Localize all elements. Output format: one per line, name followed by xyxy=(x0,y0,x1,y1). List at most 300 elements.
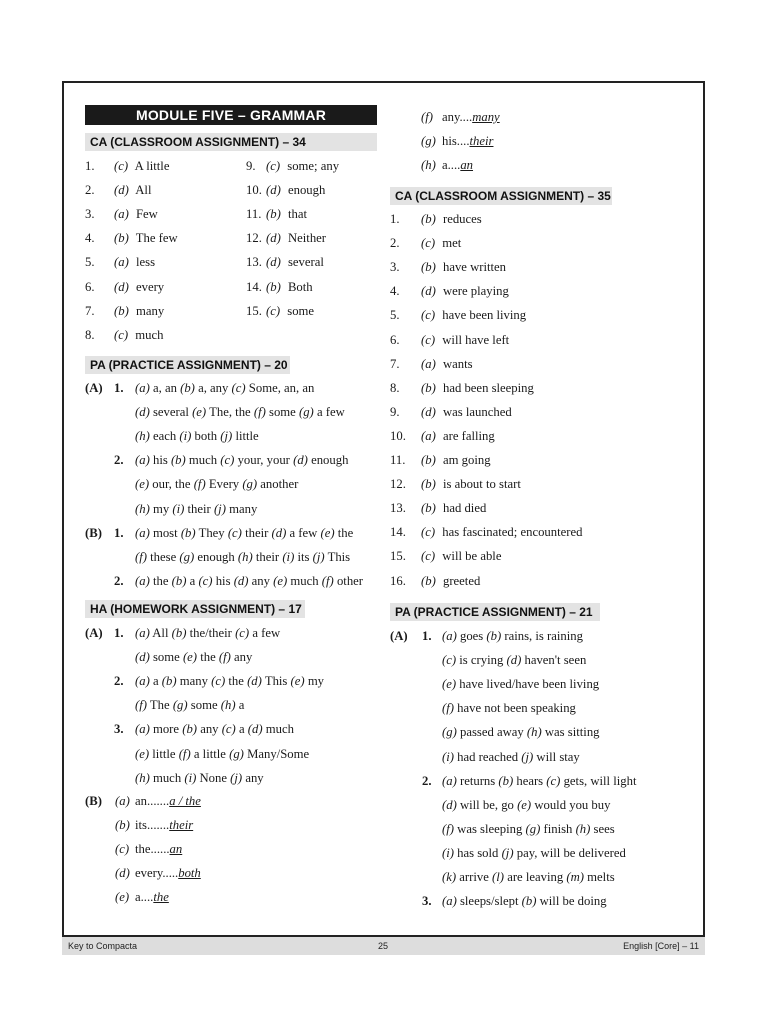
answer-line: (f) was sleeping (g) finish (h) sees xyxy=(442,821,615,836)
blank-answer xyxy=(135,841,182,857)
option-letter: (f) xyxy=(193,477,206,492)
option-letter: (d) xyxy=(293,453,308,468)
option-letter: (e) xyxy=(290,674,305,689)
section-label: (B) xyxy=(85,525,102,540)
option-letter: (e) xyxy=(442,677,457,692)
option-letter: (d) xyxy=(442,797,457,812)
item-number: 16. xyxy=(390,573,406,588)
answer-text: many xyxy=(132,303,165,318)
answer-line: (h) each (i) both (j) little xyxy=(135,429,259,444)
page-footer xyxy=(62,937,705,955)
option-letter-text: (g) xyxy=(421,134,436,149)
option-letter: (b) xyxy=(486,629,502,643)
answer-line: (d) several (e) The, the (f) some (g) a few xyxy=(135,405,345,420)
option-letter: (d) xyxy=(114,183,129,198)
option-letter: (b) xyxy=(421,453,436,467)
option-letter: (b) xyxy=(266,207,281,222)
blank-prefix: his.... xyxy=(442,134,470,149)
option-letter: (e) xyxy=(192,405,207,420)
blank-prefix: a.... xyxy=(442,158,461,173)
answer-item xyxy=(85,254,155,270)
pa21-heading: PA (PRACTICE ASSIGNMENT) – 21 xyxy=(390,603,600,621)
answer-item xyxy=(390,548,501,564)
item-number: 6. xyxy=(85,279,95,294)
item-number: 11. xyxy=(246,207,262,222)
answer-text: are falling xyxy=(439,428,495,443)
answer-text: All xyxy=(132,183,152,198)
answer-item xyxy=(246,158,339,174)
option-letter: (h) xyxy=(135,429,150,444)
blank-prefix: every..... xyxy=(135,866,179,881)
option-letter: (f) xyxy=(178,746,191,761)
option-letter: (g) xyxy=(298,405,314,420)
answer-text: greeted xyxy=(439,573,481,588)
blank-fill: an xyxy=(169,842,183,857)
option-letter: (d) xyxy=(421,284,436,299)
option-letter-text: (c) xyxy=(115,842,130,857)
answer-line: (a) a, an (b) a, any (c) Some, an, an xyxy=(135,381,315,395)
option-letter: (h) xyxy=(220,698,236,713)
section-label: (A) xyxy=(390,629,408,643)
answer-line: (a) All (b) the/their (c) a few xyxy=(135,626,281,640)
answer-text: some xyxy=(284,303,315,318)
option-letter xyxy=(421,133,436,149)
question-number: 2. xyxy=(114,674,124,689)
option-letter: (c) xyxy=(442,653,457,668)
option-letter: (b) xyxy=(114,231,129,246)
question-number: 1. xyxy=(114,381,124,395)
answer-item xyxy=(390,380,534,396)
answer-item xyxy=(246,254,324,270)
option-letter: (c) xyxy=(220,453,235,468)
option-letter: (g) xyxy=(229,746,244,761)
answer-text: much xyxy=(132,327,164,342)
option-letter: (i) xyxy=(179,429,192,444)
blank-prefix: an....... xyxy=(135,794,170,808)
option-letter: (a) xyxy=(421,356,436,371)
item-number: 4. xyxy=(85,231,95,246)
option-letter: (c) xyxy=(235,626,250,640)
answer-text: met xyxy=(439,236,462,251)
blank-fill: their xyxy=(169,818,194,833)
answer-line: (i) had reached (j) will stay xyxy=(442,749,580,764)
footer-subject: English [Core] – 11 xyxy=(623,941,699,951)
blank-prefix: its....... xyxy=(135,818,170,833)
answer-text: Few xyxy=(132,207,158,222)
option-letter xyxy=(115,889,129,905)
pa20-heading: PA (PRACTICE ASSIGNMENT) – 20 xyxy=(85,356,290,374)
answer-text: were playing xyxy=(439,284,509,299)
answer-text: will be able xyxy=(439,549,502,564)
answer-line: (a) most (b) They (c) their (d) a few (e) the xyxy=(135,525,354,540)
option-letter xyxy=(421,109,433,125)
option-letter: (c) xyxy=(266,159,281,173)
question-number: 2. xyxy=(114,573,124,588)
option-letter: (a) xyxy=(135,722,150,737)
option-letter: (f) xyxy=(442,821,454,836)
answer-text: that xyxy=(284,207,307,222)
answer-text: less xyxy=(132,255,155,270)
option-letter: (d) xyxy=(247,674,262,689)
option-letter-text: (a) xyxy=(115,794,130,808)
answer-item xyxy=(246,230,326,246)
option-letter: (d) xyxy=(266,255,281,270)
option-letter: (h) xyxy=(135,501,150,516)
option-letter: (i) xyxy=(184,770,197,785)
option-letter: (g) xyxy=(172,698,188,713)
answer-line: (a) returns (b) hears (c) gets, will light xyxy=(442,773,637,788)
option-letter-text: (d) xyxy=(115,866,130,881)
option-letter: (f) xyxy=(321,573,334,588)
option-letter: (g) xyxy=(442,725,457,740)
option-letter: (b) xyxy=(114,303,129,318)
answer-line: (c) is crying (d) haven't seen xyxy=(442,653,587,668)
blank-prefix: the...... xyxy=(135,842,170,857)
option-letter: (b) xyxy=(180,525,196,540)
answer-item xyxy=(390,500,486,516)
blank-fill: their xyxy=(469,134,494,149)
blank-prefix: any.... xyxy=(442,110,473,124)
option-letter: (m) xyxy=(566,870,584,884)
item-number: 2. xyxy=(85,183,95,198)
option-letter: (d) xyxy=(506,653,522,668)
option-letter-text: (b) xyxy=(115,818,130,833)
answer-text: The few xyxy=(132,231,178,246)
option-letter: (b) xyxy=(421,573,436,588)
item-number: 10. xyxy=(390,428,406,443)
answer-item xyxy=(85,206,158,222)
item-number: 2. xyxy=(390,236,400,251)
answer-item xyxy=(390,235,461,251)
option-letter: (h) xyxy=(575,821,591,836)
item-number: 9. xyxy=(390,404,400,419)
option-letter: (i) xyxy=(282,549,295,564)
answer-text: was launched xyxy=(439,404,512,419)
option-letter: (d) xyxy=(421,404,436,419)
answer-text: have written xyxy=(439,260,507,275)
answer-line: (e) have lived/have been living xyxy=(442,677,600,692)
option-letter xyxy=(115,793,130,809)
option-letter: (i) xyxy=(442,749,454,764)
blank-answer xyxy=(135,793,201,809)
answer-item xyxy=(390,283,509,299)
answer-item xyxy=(85,230,178,246)
option-letter xyxy=(421,157,436,173)
option-letter: (j) xyxy=(213,501,226,516)
option-letter: (c) xyxy=(114,159,129,173)
option-letter: (e) xyxy=(320,525,335,540)
option-letter xyxy=(115,817,130,833)
option-letter: (a) xyxy=(135,626,150,640)
answer-text: several xyxy=(284,255,324,270)
option-letter: (b) xyxy=(182,722,198,737)
option-letter: (c) xyxy=(231,381,246,395)
answer-line: (e) our, the (f) Every (g) another xyxy=(135,477,299,492)
option-letter: (g) xyxy=(179,549,195,564)
answer-text: had been sleeping xyxy=(439,380,534,395)
answer-text: had died xyxy=(439,501,487,516)
question-number: 3. xyxy=(422,894,432,909)
option-letter: (a) xyxy=(135,573,150,588)
option-letter: (d) xyxy=(233,573,249,588)
option-letter: (c) xyxy=(421,525,436,540)
item-number: 15. xyxy=(390,549,406,564)
item-number: 7. xyxy=(85,303,95,318)
option-letter: (a) xyxy=(135,525,150,540)
blank-answer xyxy=(135,865,201,881)
option-letter: (f) xyxy=(253,405,266,420)
blank-fill: a / the xyxy=(169,794,201,808)
option-letter: (e) xyxy=(182,650,198,665)
item-number: 14. xyxy=(390,525,406,540)
option-letter: (i) xyxy=(172,501,185,516)
option-letter: (k) xyxy=(442,870,457,884)
ca34-heading: CA (CLASSROOM ASSIGNMENT) – 34 xyxy=(85,133,377,151)
blank-fill: many xyxy=(472,110,500,124)
answer-item xyxy=(390,259,506,275)
answer-line: (f) these (g) enough (h) their (i) its (j) This xyxy=(135,549,351,564)
option-letter: (d) xyxy=(266,231,281,246)
answer-line: (a) goes (b) rains, is raining xyxy=(442,629,583,643)
option-letter: (b) xyxy=(521,894,537,909)
item-number: 1. xyxy=(390,212,400,226)
option-letter: (b) xyxy=(266,279,281,294)
option-letter: (j) xyxy=(312,549,325,564)
option-letter: (c) xyxy=(198,573,213,588)
module-title: MODULE FIVE – GRAMMAR xyxy=(85,105,377,125)
answer-text: enough xyxy=(284,183,326,198)
option-letter: (b) xyxy=(180,381,195,395)
answer-line: (i) has sold (j) pay, will be delivered xyxy=(442,845,626,860)
answer-line: (d) will be, go (e) would you buy xyxy=(442,797,611,812)
answer-item xyxy=(85,158,169,174)
answer-text: reduces xyxy=(439,212,482,226)
item-number: 3. xyxy=(85,207,95,222)
item-number: 13. xyxy=(390,501,406,516)
answer-line: (a) sleeps/slept (b) will be doing xyxy=(442,894,607,909)
answer-text: is about to start xyxy=(439,477,521,492)
answer-item xyxy=(246,279,313,295)
option-letter: (b) xyxy=(171,573,187,588)
question-number: 1. xyxy=(114,626,124,640)
answer-line: (g) passed away (h) was sitting xyxy=(442,725,600,740)
ca35-heading: CA (CLASSROOM ASSIGNMENT) – 35 xyxy=(390,187,612,205)
answer-line: (d) some (e) the (f) any xyxy=(135,650,253,665)
item-number: 9. xyxy=(246,159,256,173)
section-label: (A) xyxy=(85,626,103,640)
answer-item xyxy=(390,307,526,323)
blank-answer xyxy=(442,157,473,173)
item-number: 12. xyxy=(390,477,406,492)
option-letter: (d) xyxy=(135,405,150,420)
blank-fill: the xyxy=(153,890,169,905)
blank-fill: an xyxy=(460,158,474,173)
answer-item xyxy=(390,332,509,348)
option-letter: (f) xyxy=(135,549,147,564)
option-letter: (c) xyxy=(227,525,242,540)
option-letter: (g) xyxy=(525,821,541,836)
answer-item xyxy=(390,452,491,468)
answer-line: (a) the (b) a (c) his (d) any (e) much (f) other xyxy=(135,573,364,588)
item-number: 14. xyxy=(246,279,262,294)
option-letter-text: (f) xyxy=(421,110,433,124)
option-letter: (j) xyxy=(220,429,233,444)
option-letter: (a) xyxy=(442,894,457,909)
answer-item xyxy=(390,573,480,589)
item-number: 10. xyxy=(246,183,262,198)
answer-item xyxy=(390,404,512,420)
option-letter-text: (h) xyxy=(421,158,436,173)
option-letter: (a) xyxy=(114,207,129,222)
option-letter: (e) xyxy=(517,797,532,812)
section-label: (A) xyxy=(85,381,103,395)
option-letter: (h) xyxy=(526,725,542,740)
option-letter: (g) xyxy=(242,477,258,492)
item-number: 5. xyxy=(390,308,400,323)
answer-text: will have left xyxy=(439,332,510,347)
option-letter: (b) xyxy=(171,626,187,640)
option-letter: (d) xyxy=(247,722,263,737)
question-number: 1. xyxy=(422,629,432,643)
answer-item xyxy=(390,476,521,492)
question-number: 3. xyxy=(114,722,124,737)
option-letter: (a) xyxy=(421,428,436,443)
option-letter: (c) xyxy=(221,722,236,737)
option-letter: (d) xyxy=(135,650,150,665)
option-letter: (b) xyxy=(161,674,177,689)
answer-item xyxy=(85,279,164,295)
answer-text: wants xyxy=(439,356,473,371)
item-number: 3. xyxy=(390,260,400,275)
ha17-heading: HA (HOMEWORK ASSIGNMENT) – 17 xyxy=(85,600,305,618)
answer-line: (e) little (f) a little (g) Many/Some xyxy=(135,746,310,761)
answer-item xyxy=(390,211,482,227)
item-number: 8. xyxy=(85,327,95,342)
option-letter: (b) xyxy=(170,453,186,468)
option-letter: (c) xyxy=(421,308,436,323)
option-letter: (e) xyxy=(135,746,150,761)
option-letter: (i) xyxy=(442,845,454,860)
option-letter: (c) xyxy=(421,332,436,347)
question-number: 1. xyxy=(114,525,124,540)
blank-prefix: a.... xyxy=(135,890,154,905)
option-letter: (l) xyxy=(492,870,505,884)
answer-text: has fascinated; encountered xyxy=(439,525,583,540)
answer-item xyxy=(246,206,307,222)
option-letter: (c) xyxy=(546,773,561,788)
option-letter: (b) xyxy=(421,212,436,226)
item-number: 6. xyxy=(390,332,400,347)
option-letter: (a) xyxy=(135,674,150,689)
option-letter: (c) xyxy=(421,549,436,564)
option-letter: (d) xyxy=(266,183,281,198)
answer-line: (h) my (i) their (j) many xyxy=(135,501,258,516)
blank-answer xyxy=(442,133,493,149)
answer-line: (a) his (b) much (c) your, your (d) enough xyxy=(135,453,349,468)
option-letter: (c) xyxy=(421,236,436,251)
option-letter: (h) xyxy=(135,770,150,785)
option-letter: (j) xyxy=(501,845,514,860)
option-letter: (c) xyxy=(211,674,226,689)
footer-book-title: Key to Compacta xyxy=(68,941,138,951)
item-number: 7. xyxy=(390,356,400,371)
answer-line: (a) more (b) any (c) a (d) much xyxy=(135,722,294,737)
option-letter: (a) xyxy=(135,381,150,395)
option-letter: (b) xyxy=(421,501,436,516)
option-letter: (e) xyxy=(273,573,288,588)
item-number: 13. xyxy=(246,255,262,270)
option-letter: (a) xyxy=(442,629,457,643)
item-number: 4. xyxy=(390,284,400,299)
option-letter: (c) xyxy=(114,327,129,342)
question-number: 2. xyxy=(114,453,124,468)
answer-text: am going xyxy=(439,453,491,467)
option-letter: (d) xyxy=(271,525,287,540)
section-label: (B) xyxy=(85,794,102,808)
item-number: 12. xyxy=(246,231,262,246)
blank-answer xyxy=(135,889,169,905)
option-letter xyxy=(115,865,130,881)
option-letter: (a) xyxy=(114,255,129,270)
answer-item xyxy=(246,303,314,319)
option-letter: (b) xyxy=(421,260,436,275)
page-number: 25 xyxy=(378,941,389,951)
option-letter: (b) xyxy=(421,477,436,492)
blank-fill: both xyxy=(178,866,201,881)
option-letter: (e) xyxy=(135,477,150,492)
option-letter: (j) xyxy=(230,770,243,785)
option-letter: (h) xyxy=(237,549,253,564)
answer-item xyxy=(85,303,164,319)
answer-line: (f) The (g) some (h) a xyxy=(135,698,245,713)
option-letter: (d) xyxy=(114,279,129,294)
answer-item xyxy=(246,182,325,198)
option-letter: (a) xyxy=(442,773,457,788)
answer-item xyxy=(85,327,163,343)
answer-line: (h) much (i) None (j) any xyxy=(135,770,264,785)
answer-item xyxy=(85,182,151,198)
item-number: 1. xyxy=(85,159,95,173)
answer-line: (f) have not been speaking xyxy=(442,701,576,716)
answer-text: some; any xyxy=(284,159,340,173)
option-letter xyxy=(115,841,129,857)
option-letter: (b) xyxy=(498,773,514,788)
answer-text: every xyxy=(132,279,165,294)
option-letter: (f) xyxy=(442,701,454,716)
option-letter: (f) xyxy=(135,698,147,713)
answer-line: (a) a (b) many (c) the (d) This (e) my xyxy=(135,674,325,689)
answer-item xyxy=(390,428,495,444)
item-number: 8. xyxy=(390,380,400,395)
answer-text: have been living xyxy=(439,308,527,323)
answer-text: Neither xyxy=(284,231,327,246)
item-number: 11. xyxy=(390,453,406,467)
question-number: 2. xyxy=(422,773,432,788)
option-letter: (j) xyxy=(521,749,534,764)
option-letter-text: (e) xyxy=(115,890,130,905)
item-number: 15. xyxy=(246,303,262,318)
answer-line: (k) arrive (l) are leaving (m) melts xyxy=(442,870,615,884)
option-letter: (f) xyxy=(218,650,231,665)
option-letter: (b) xyxy=(421,380,436,395)
option-letter: (a) xyxy=(135,453,150,468)
item-number: 5. xyxy=(85,255,95,270)
blank-answer xyxy=(135,817,193,833)
option-letter: (c) xyxy=(266,303,281,318)
answer-text: Both xyxy=(284,279,313,294)
answer-text: A little xyxy=(132,159,170,173)
blank-answer xyxy=(442,109,500,125)
